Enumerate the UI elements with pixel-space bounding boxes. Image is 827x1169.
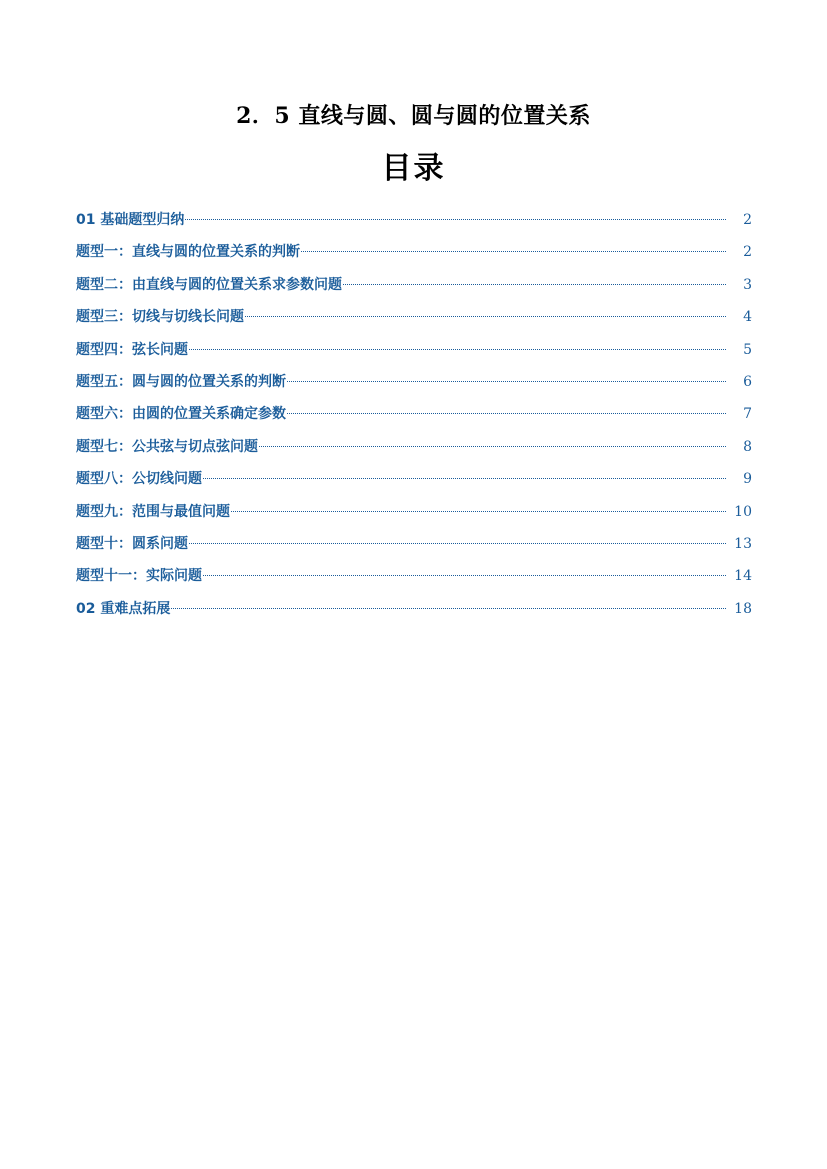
toc-entry-label: 题型四：弦长问题 (76, 341, 188, 358)
toc-entry-page-number: 7 (743, 406, 752, 423)
dot-leader (231, 511, 726, 512)
dot-leader (185, 219, 726, 220)
toc-entry-page-number: 5 (743, 341, 752, 358)
toc-entry-page-number: 9 (743, 471, 752, 488)
dot-leader (189, 349, 726, 350)
toc-entry-page-number: 3 (743, 276, 752, 293)
toc-entry-page-number: 14 (734, 568, 752, 585)
toc-entry-type-9[interactable] (76, 498, 752, 530)
toc-entry-label: 题型五：圆与圆的位置关系的判断 (76, 373, 286, 390)
dot-leader (287, 413, 726, 414)
dot-leader (171, 608, 726, 609)
toc-entry-type-3[interactable] (76, 303, 752, 335)
toc-entry-advanced-extension[interactable] (76, 595, 752, 627)
toc-entry-label: 题型一：直线与圆的位置关系的判断 (76, 244, 300, 261)
toc-entry-label: 题型八：公切线问题 (76, 471, 202, 488)
toc-entry-type-4[interactable] (76, 336, 752, 368)
toc-entry-type-10[interactable] (76, 530, 752, 562)
toc-entry-page-number: 6 (743, 373, 752, 390)
toc-entry-label: 01 基础题型归纳 (76, 212, 185, 228)
dot-leader (189, 543, 726, 544)
toc-entry-type-7[interactable] (76, 433, 752, 465)
dot-leader (203, 575, 726, 576)
toc-entry-label: 02 重难点拓展 (76, 600, 171, 617)
toc-entry-type-5[interactable] (76, 368, 752, 400)
toc-entry-page-number: 2 (743, 212, 752, 228)
dot-leader (203, 478, 726, 479)
toc-entry-page-number: 2 (743, 244, 752, 261)
toc-entry-page-number: 18 (734, 600, 752, 617)
toc-entry-label: 题型十：圆系问题 (76, 535, 188, 552)
toc-entry-page-number: 13 (734, 535, 752, 552)
toc-entry-page-number: 4 (743, 309, 752, 326)
toc-entry-basic-types[interactable] (76, 206, 752, 238)
dot-leader (287, 381, 726, 382)
toc-entry-label: 题型七：公共弦与切点弦问题 (76, 438, 258, 455)
dot-leader (245, 316, 726, 317)
toc-entry-label: 题型二：由直线与圆的位置关系求参数问题 (76, 276, 342, 293)
toc-entry-label: 题型六：由圆的位置关系确定参数 (76, 406, 286, 423)
toc-entry-label: 题型三：切线与切线长问题 (76, 309, 244, 326)
document-title: 2．5 直线与圆、圆与圆的位置关系 (236, 103, 591, 129)
toc-entry-page-number: 8 (743, 438, 752, 455)
toc-heading: 目录 (381, 151, 446, 186)
dot-leader (259, 446, 726, 447)
dot-leader (343, 284, 726, 285)
toc-entry-page-number: 10 (734, 503, 752, 520)
toc-entry-label: 题型十一：实际问题 (76, 568, 202, 585)
toc-entry-type-11[interactable] (76, 562, 752, 594)
toc-entry-label: 题型九：范围与最值问题 (76, 503, 230, 520)
toc-entry-type-8[interactable] (76, 465, 752, 497)
table-of-contents (76, 206, 752, 627)
toc-entry-type-1[interactable] (76, 238, 752, 270)
toc-entry-type-6[interactable] (76, 400, 752, 432)
dot-leader (301, 251, 726, 252)
toc-entry-type-2[interactable] (76, 271, 752, 303)
